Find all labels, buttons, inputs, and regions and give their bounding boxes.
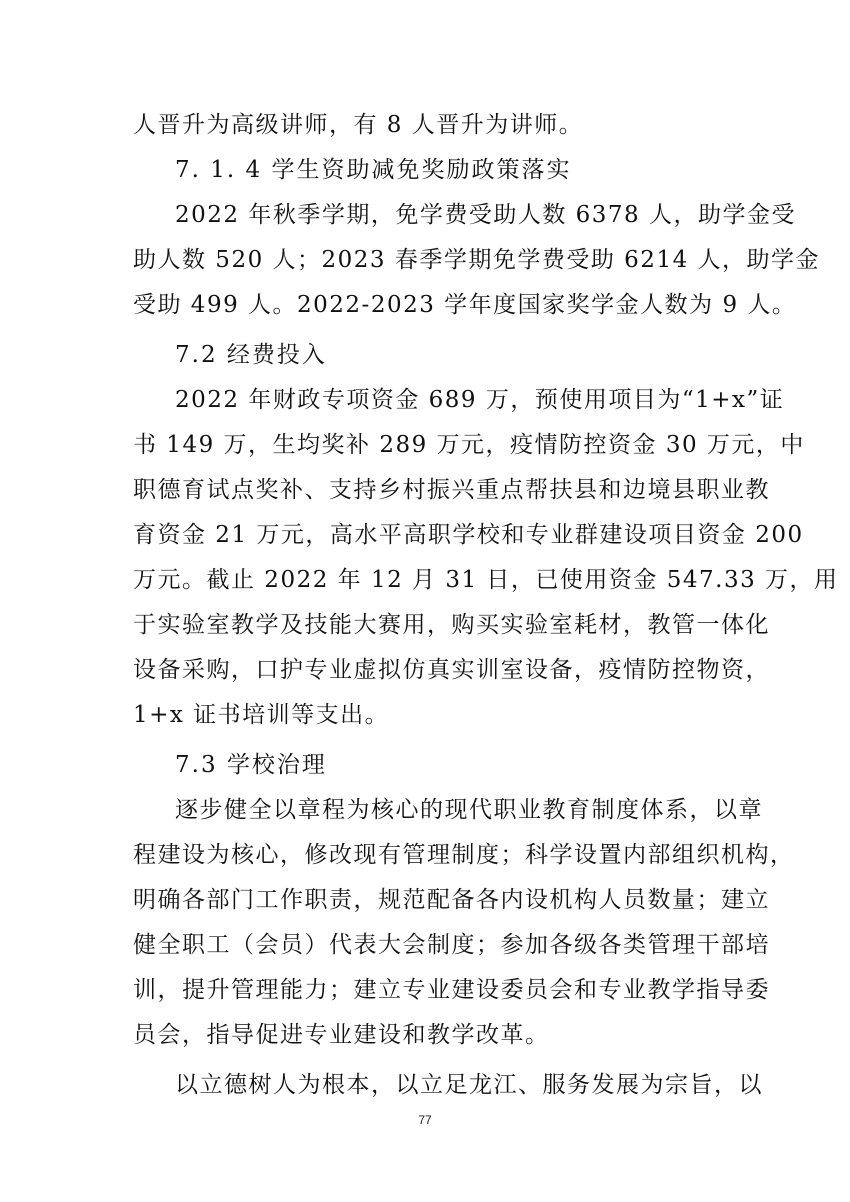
- section-heading-7-3: 7.3 学校治理: [175, 752, 327, 778]
- paragraph-line: 以立德树人为根本，以立足龙江、服务发展为宗旨，以: [175, 1072, 763, 1098]
- paragraph-line: 2022 年财政专项资金 689 万，预使用项目为“1+x”证: [175, 387, 785, 413]
- paragraph-line: 2022 年秋季学期，免学费受助人数 6378 人，助学金受: [175, 202, 796, 228]
- paragraph-line: 助人数 520 人；2023 春季学期免学费受助 6214 人，助学金: [133, 247, 821, 273]
- page-number: 77: [418, 1113, 432, 1127]
- paragraph-line: 逐步健全以章程为核心的现代职业教育制度体系，以章: [175, 797, 763, 823]
- paragraph-line: 职德育试点奖补、支持乡村振兴重点帮扶县和边境县职业教: [133, 477, 770, 503]
- paragraph-line: 员会，指导促进专业建设和教学改革。: [133, 1022, 550, 1048]
- paragraph-line: 万元。截止 2022 年 12 月 31 日，已使用资金 547.33 万，用: [133, 567, 839, 593]
- paragraph-line: 设备采购，口护专业虚拟仿真实训室设备，疫情防控物资，: [133, 657, 770, 683]
- paragraph-line: 育资金 21 万元，高水平高职学校和专业群建设项目资金 200: [133, 522, 804, 548]
- paragraph-line: 于实验室教学及技能大赛用，购买实验室耗材，教管一体化: [133, 612, 770, 638]
- paragraph-line: 健全职工（会员）代表大会制度；参加各级各类管理干部培: [133, 932, 770, 958]
- paragraph-line: 明确各部门工作职责，规范配备各内设机构人员数量；建立: [133, 887, 770, 913]
- paragraph-line: 人晋升为高级讲师，有 8 人晋升为讲师。: [133, 112, 584, 138]
- paragraph-line: 程建设为核心，修改现有管理制度；科学设置内部组织机构，: [133, 842, 795, 868]
- section-heading-7-2: 7.2 经费投入: [175, 342, 327, 368]
- paragraph-line: 受助 499 人。2022-2023 学年度国家奖学金人数为 9 人。: [133, 292, 797, 318]
- paragraph-line: 1+x 证书培训等支出。: [133, 702, 390, 728]
- section-heading-7-1-4: 7. 1. 4 学生资助减免奖励政策落实: [175, 157, 572, 183]
- paragraph-line: 训，提升管理能力；建立专业建设委员会和专业教学指导委: [133, 977, 770, 1003]
- paragraph-line: 书 149 万，生均奖补 289 万元，疫情防控资金 30 万元，中: [133, 432, 805, 458]
